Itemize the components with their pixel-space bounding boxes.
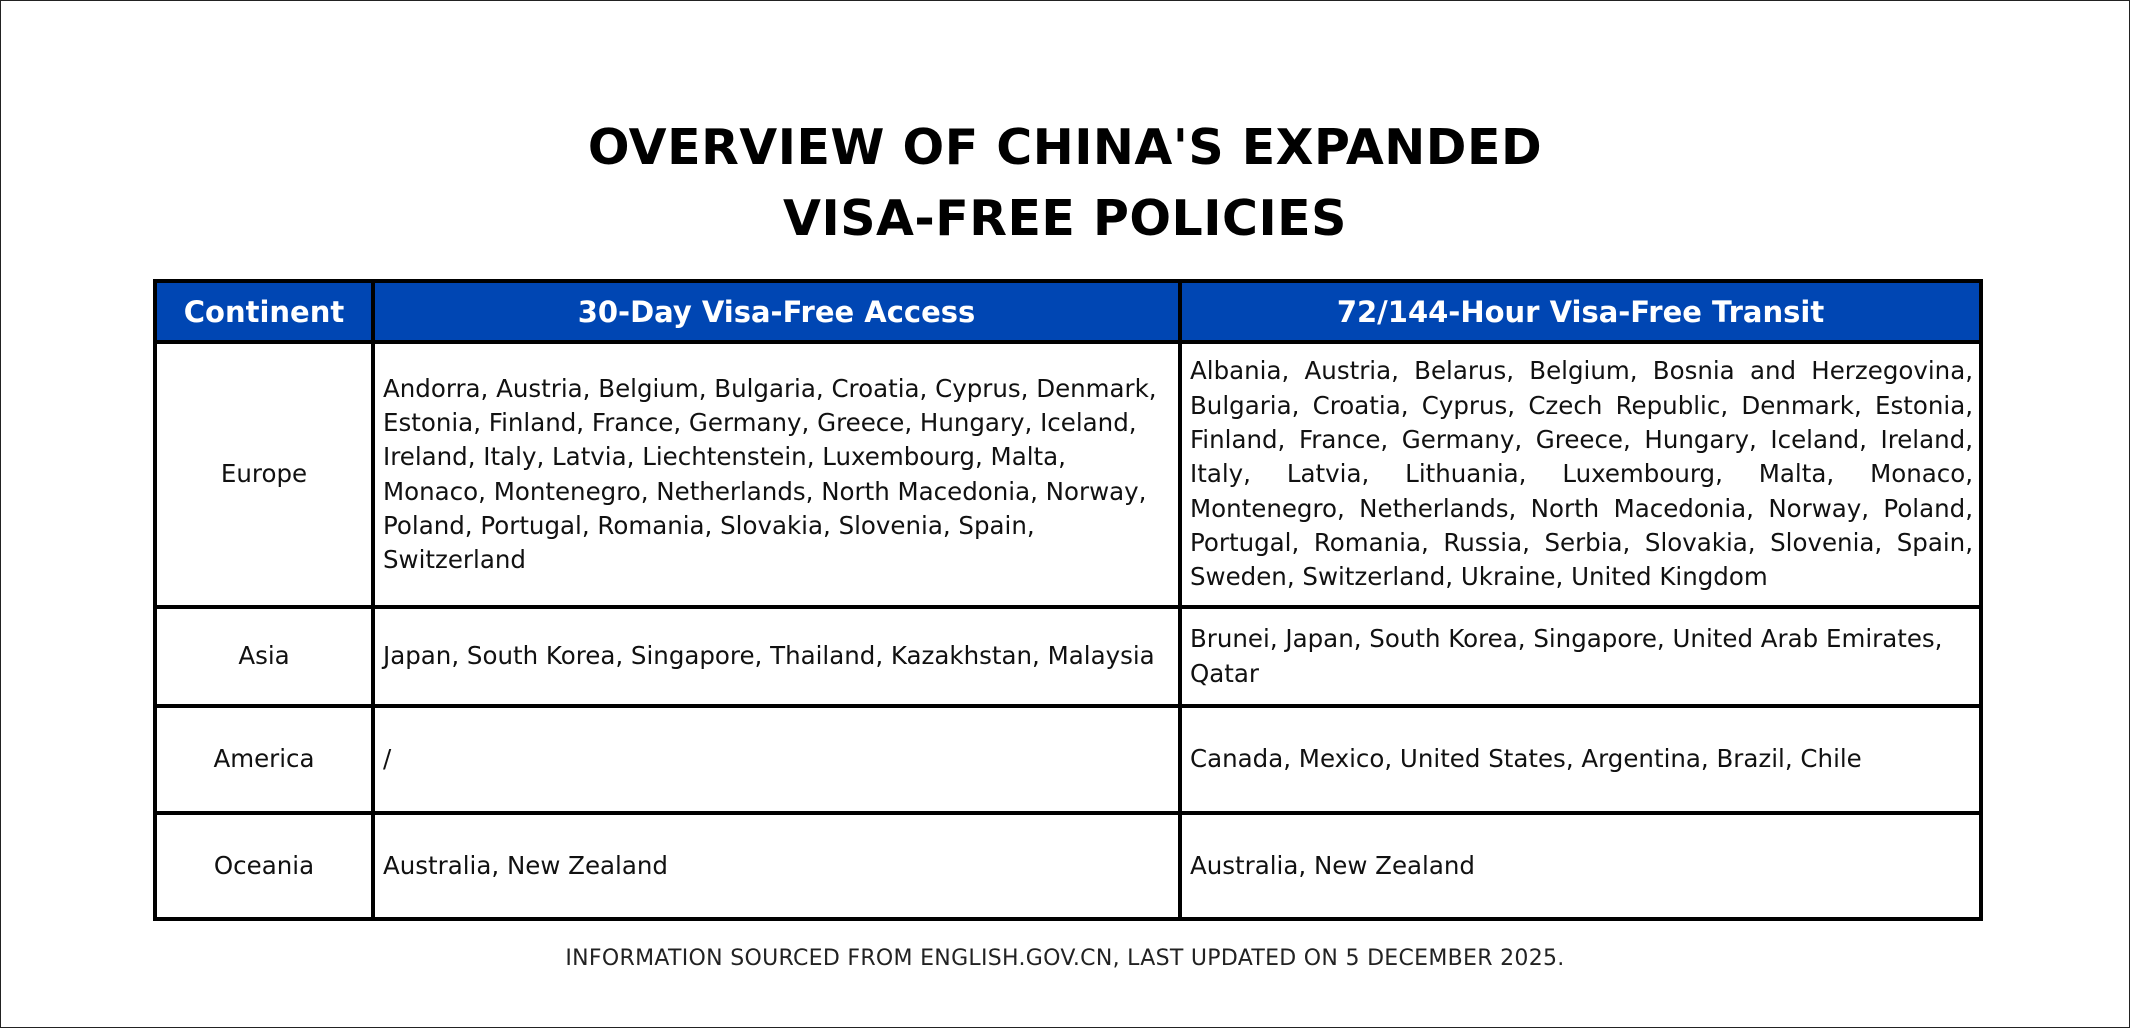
visa-free-30-day-cell: Andorra, Austria, Belgium, Bulgaria, Croatia, Cyprus, Denmark, Estonia, Finland, France, Germany, Greece, Hungary, Iceland, Ireland, Italy, Latvia, Liechtenstein, Luxembourg, Malta, Monaco, Montenegro, Netherlands, North Macedonia, Norway, Poland, Portugal, Romania, Slovakia, Slovenia, Spain, Switzerland <box>373 342 1180 607</box>
visa-free-30-day-cell: / <box>373 706 1180 813</box>
continent-cell: Asia <box>155 607 373 706</box>
page-title <box>0 112 2130 254</box>
transit-72-144-hour-cell: Australia, New Zealand <box>1180 813 1981 919</box>
table-row <box>155 607 1981 706</box>
table-row <box>155 706 1981 813</box>
column-header-transit-72-144-hour: 72/144-Hour Visa-Free Transit <box>1180 281 1981 342</box>
table-row <box>155 342 1981 607</box>
visa-free-30-day-cell: Japan, South Korea, Singapore, Thailand, Kazakhstan, Malaysia <box>373 607 1180 706</box>
page-title-line-2: VISA-FREE POLICIES <box>783 190 1347 247</box>
transit-72-144-hour-cell: Canada, Mexico, United States, Argentina, Brazil, Chile <box>1180 706 1981 813</box>
page-title-line-1: OVERVIEW OF CHINA'S EXPANDED <box>587 119 1543 176</box>
continent-cell: Europe <box>155 342 373 607</box>
continent-cell: America <box>155 706 373 813</box>
continent-cell: Oceania <box>155 813 373 919</box>
column-header-continent: Continent <box>155 281 373 342</box>
visa-free-30-day-cell: Australia, New Zealand <box>373 813 1180 919</box>
table-row <box>155 813 1981 919</box>
column-header-30-day-visa-free: 30-Day Visa-Free Access <box>373 281 1180 342</box>
transit-72-144-hour-cell: Brunei, Japan, South Korea, Singapore, United Arab Emirates, Qatar <box>1180 607 1981 706</box>
transit-72-144-hour-cell: Albania, Austria, Belarus, Belgium, Bosnia and Herzegovina, Bulgaria, Croatia, Cyprus, Czech Republic, Denmark, Estonia, Finland, France, Germany, Greece, Hungary, Iceland, Ireland, Italy, Latvia, Lithuania, Luxembourg, Malta, Monaco, Montenegro, Netherlands, North Macedonia, Norway, Poland, Portugal, Romania, Russia, Serbia, Slovakia, Slovenia, Spain, Sweden, Switzerland, Ukraine, United Kingdom <box>1180 342 1981 607</box>
table-header-row <box>155 281 1981 342</box>
source-footnote: INFORMATION SOURCED FROM ENGLISH.GOV.CN, LAST UPDATED ON 5 DECEMBER 2025. <box>565 946 1565 971</box>
visa-policy-table <box>153 279 1983 921</box>
